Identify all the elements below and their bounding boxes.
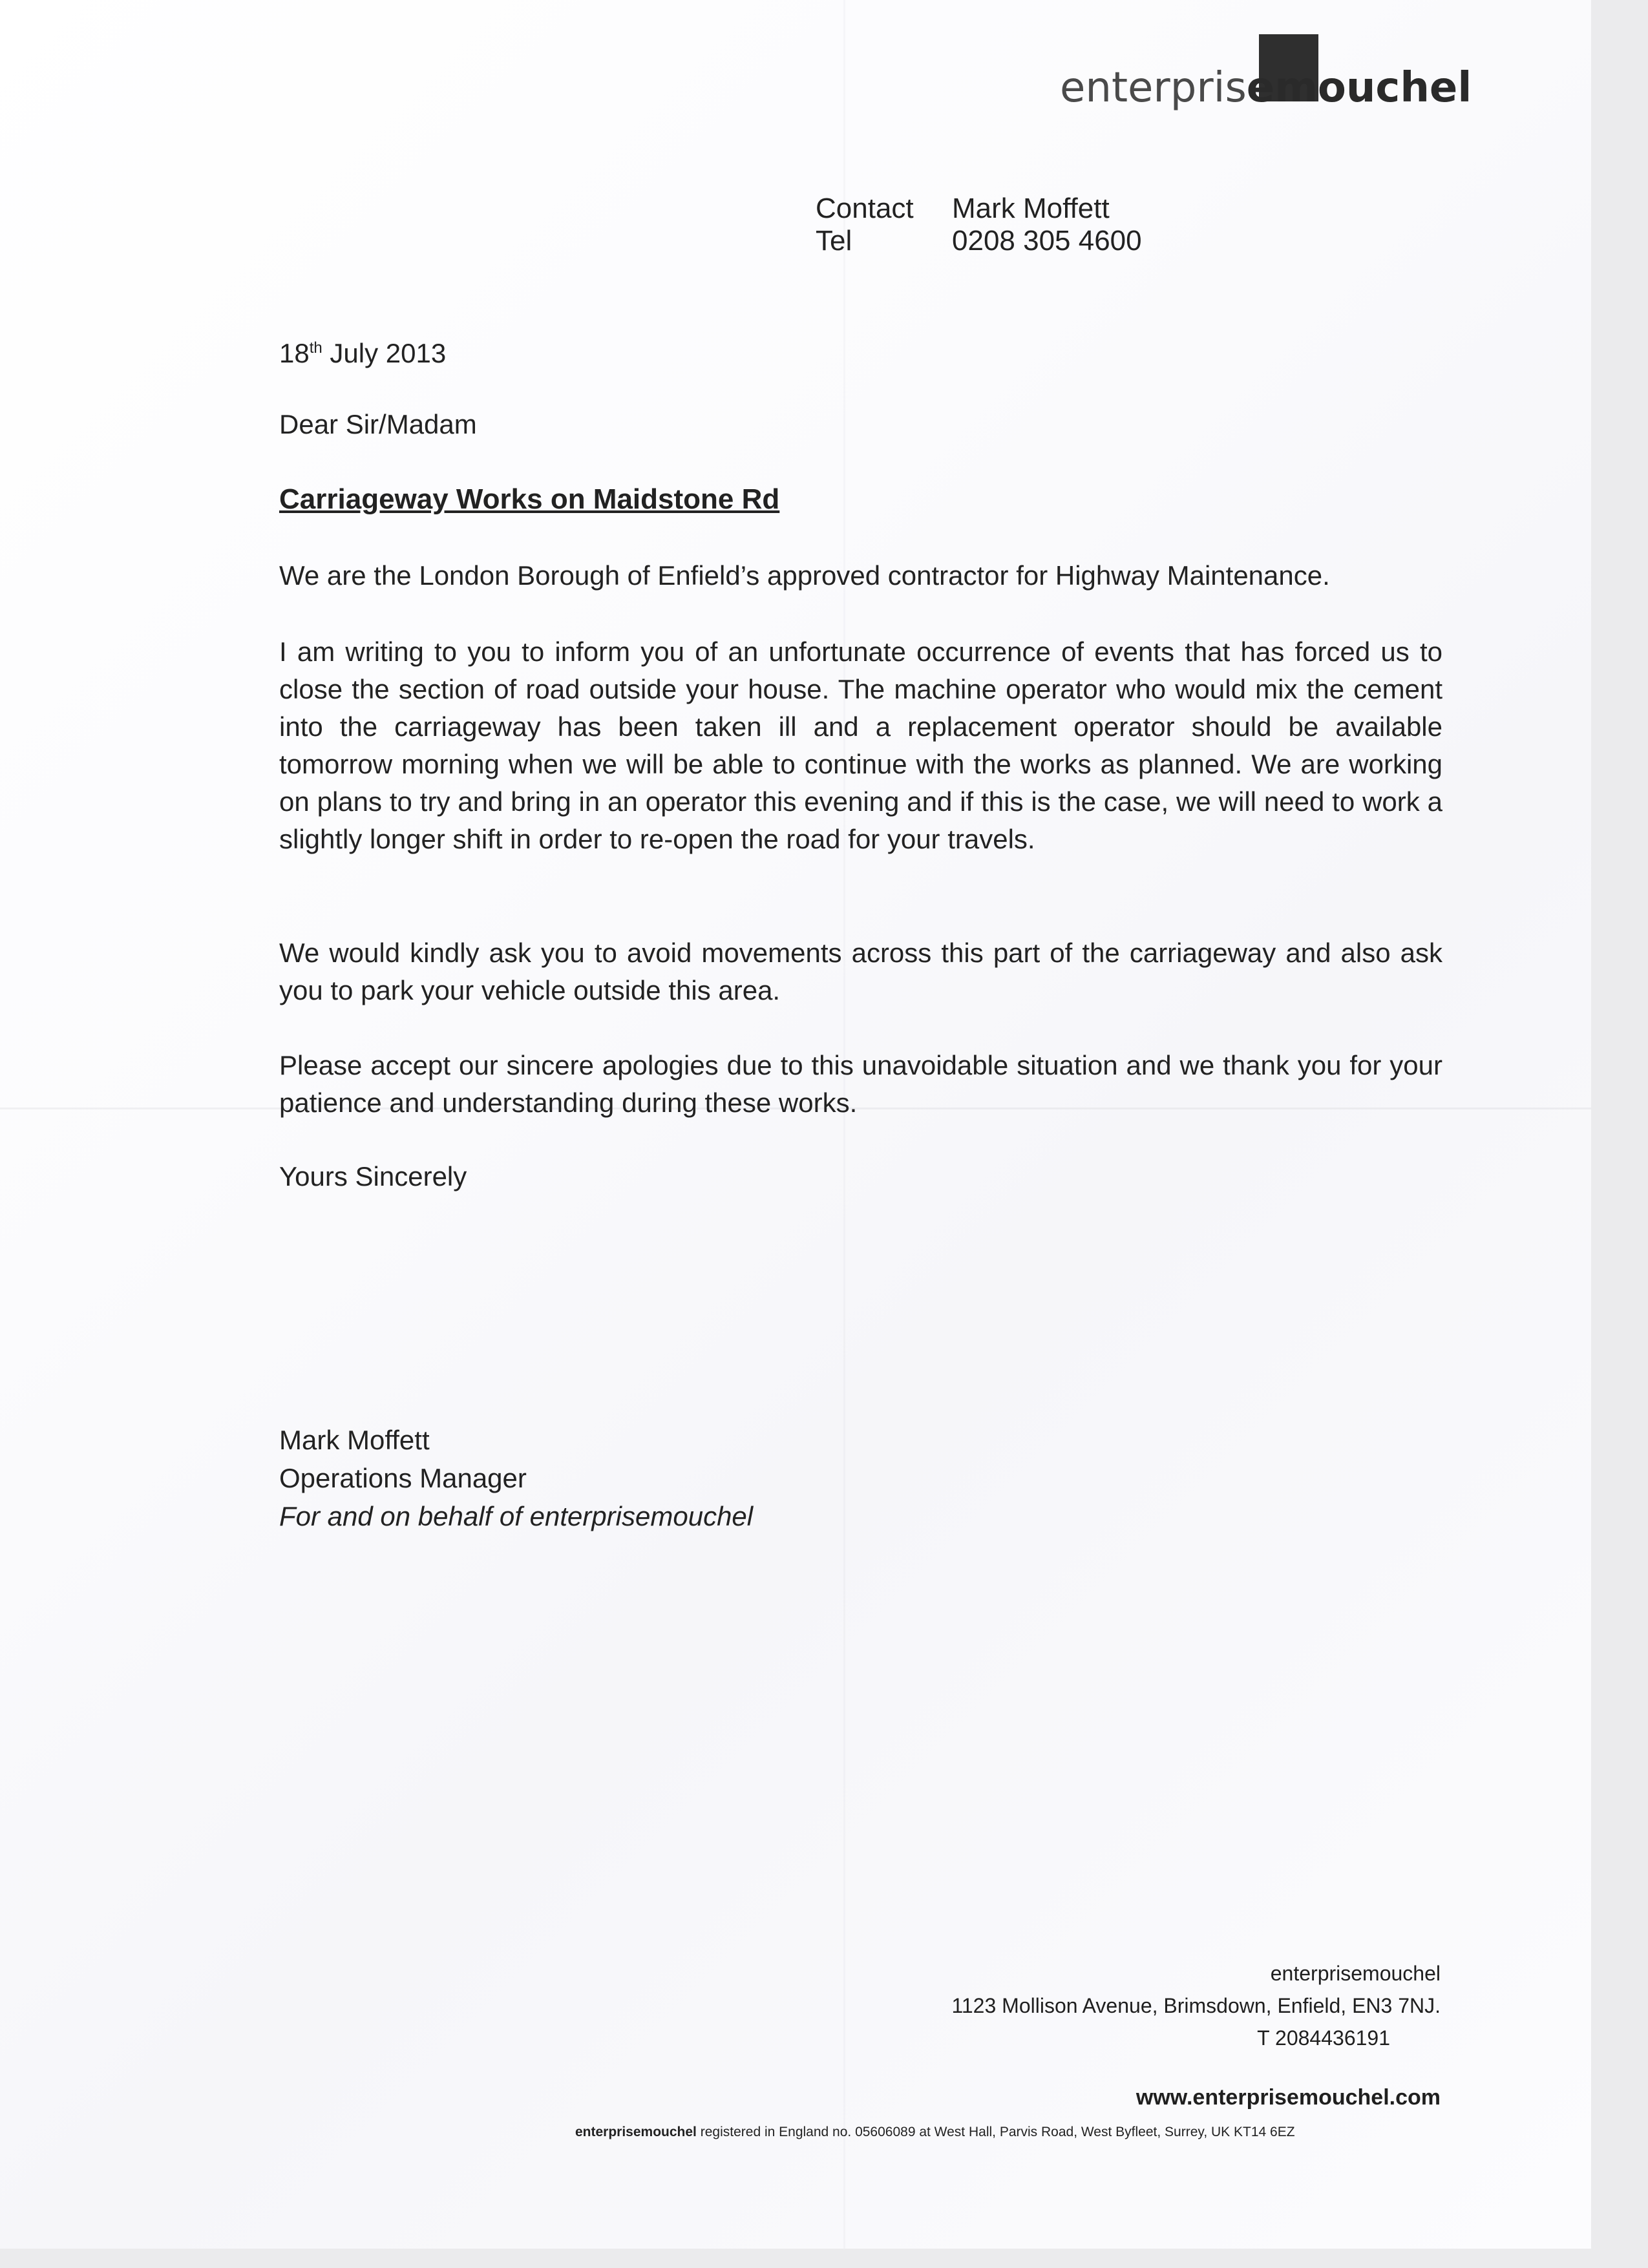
legal-text: registered in England no. 05606089 at West Hall, Parvis Road, West Byfleet, Surrey, UK KT14 6EZ — [696, 2125, 1295, 2139]
date-day: 18 — [279, 338, 310, 368]
paragraph-request: We would kindly ask you to avoid movements across this part of the carriageway and also ask you to park your vehicle outside this area. — [279, 938, 1442, 1005]
footer-phone: T 2084436191 — [1257, 2026, 1390, 2050]
tel-label: Tel — [816, 225, 852, 257]
contact-label: Contact — [816, 193, 914, 224]
signatory-name: Mark Moffett — [279, 1425, 430, 1455]
footer-legal — [575, 2123, 1295, 2141]
letter-subject: Carriageway Works on Maidstone Rd — [279, 483, 780, 515]
fold-crease-vertical — [843, 0, 845, 2249]
salutation: Dear Sir/Madam — [279, 409, 477, 439]
signatory-title: Operations Manager — [279, 1463, 527, 1493]
date-rest: July 2013 — [322, 338, 447, 368]
company-logo — [1060, 65, 1472, 111]
letter-date — [279, 330, 446, 372]
signatory-behalf: For and on behalf of enterprisemouchel — [279, 1501, 754, 1531]
footer-website: www.enterprisemouchel.com — [1136, 2085, 1441, 2110]
paragraph-explanation: I am writing to you to inform you of an unfortunate occurrence of events that has forced us to close the section of road outside your house. The machine operator who would mix the cement into the carriageway has been taken ill and a replacement operator should be available tomorrow morning when we will be able to continue with the works as planned. We are working on plans to try and bring in an operator this evening and if this is the case, we will need to work a slightly longer shift in order to re-open the road for your travels. — [279, 636, 1442, 854]
paragraph-apology: Please accept our sincere apologies due to this unavoidable situation and we thank you for your patience and understanding during these works. — [279, 1050, 1442, 1118]
date-suffix: th — [309, 339, 322, 357]
footer-address: 1123 Mollison Avenue, Brimsdown, Enfield, EN3 7NJ. — [951, 1994, 1441, 2017]
logo-text-part1: enterpris — [1060, 64, 1247, 112]
contact-name: Mark Moffett — [952, 193, 1110, 224]
paragraph-intro: We are the London Borough of Enfield’s approved contractor for Highway Maintenance. — [279, 560, 1330, 591]
closing: Yours Sincerely — [279, 1161, 467, 1192]
legal-company: enterprisemouchel — [575, 2125, 697, 2139]
logo-text-part2: emouchel — [1246, 64, 1472, 112]
tel-number: 0208 305 4600 — [952, 225, 1142, 257]
footer-company: enterprisemouchel — [1270, 1962, 1441, 1985]
